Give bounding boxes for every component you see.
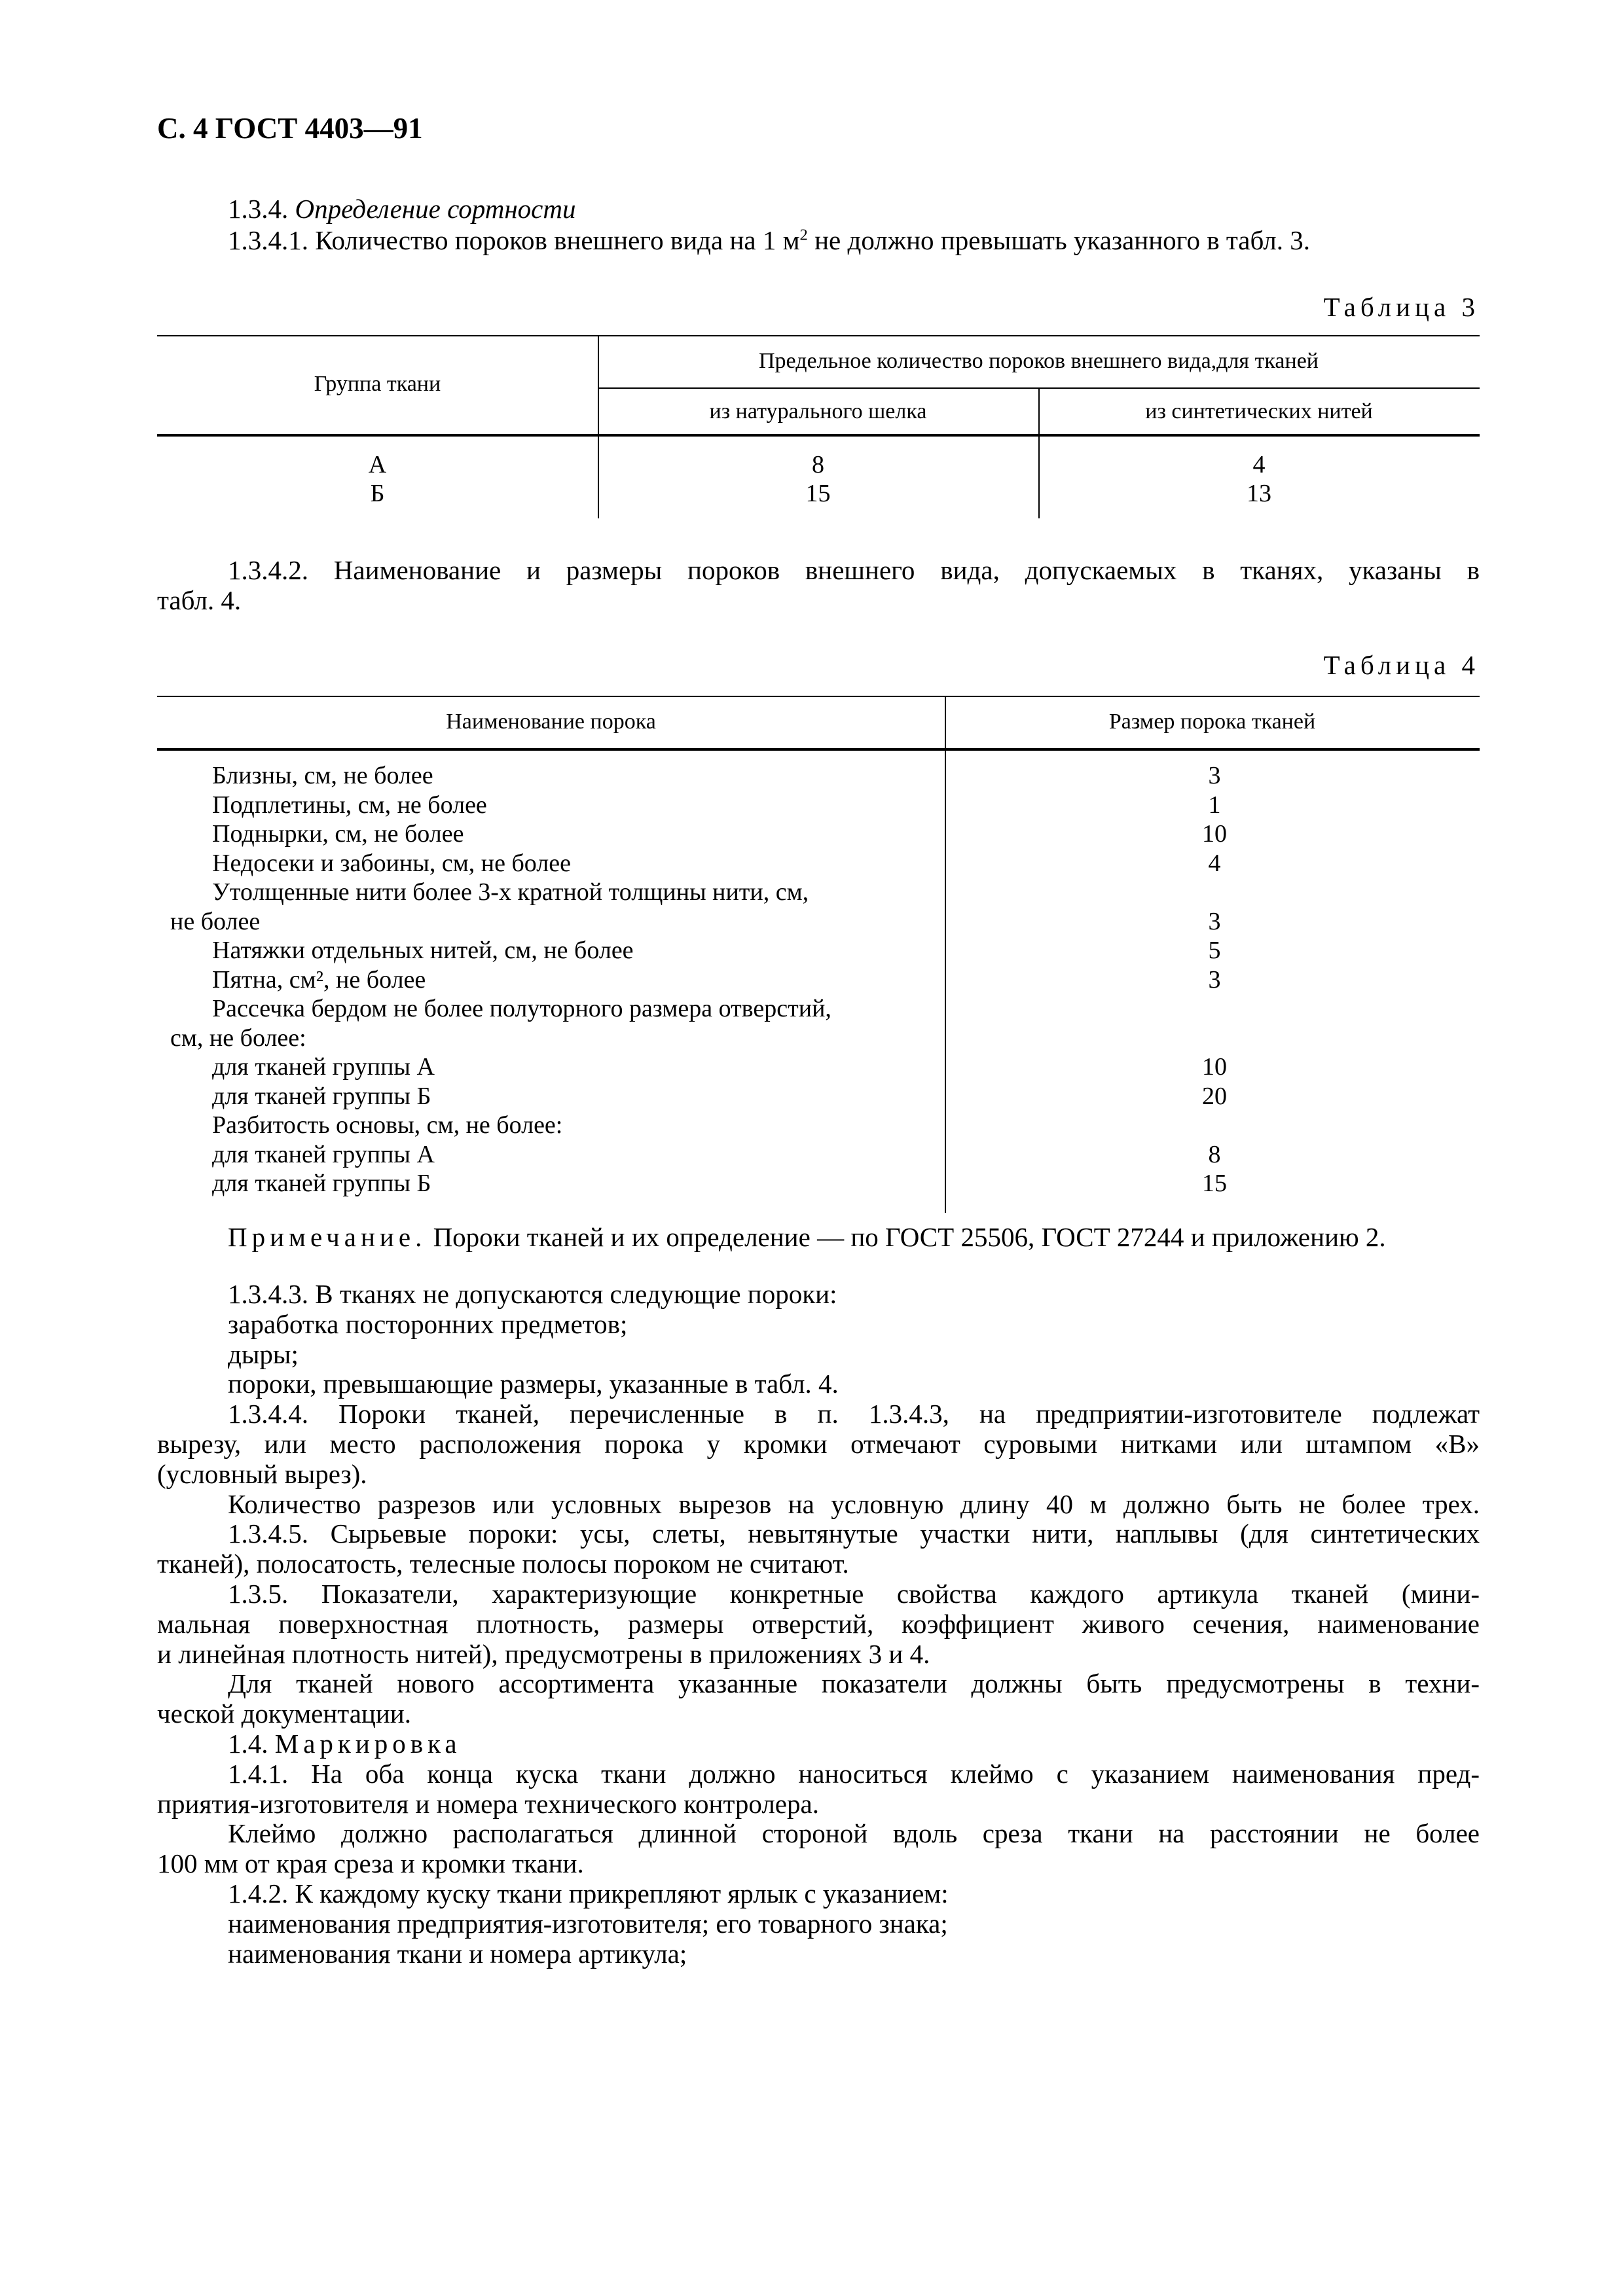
body-line: заработка посторонних предметов; [228, 1308, 628, 1339]
section-1-3-4-2-line2: табл. 4. [157, 585, 242, 615]
table4-defect-name: Близны, см, не более [212, 762, 433, 789]
table4-defect-size: 3 [1208, 762, 1221, 789]
table4-defect-size: 4 [1208, 849, 1221, 877]
table4-defect-name: Подплетины, см, не более [212, 791, 487, 819]
body-line: 1.3.4.3. В тканях не допускаются следующие пороки: [228, 1279, 837, 1309]
body-line: пороки, превышающие размеры, указанные в табл. 4. [228, 1369, 839, 1399]
table3-col-synth: из синтетических нитей [1145, 399, 1373, 423]
table4-defect-name: см, не более: [170, 1024, 306, 1052]
table4-defect-name: для тканей группы А [212, 1053, 435, 1081]
section-1-3-4-2-line1: 1.3.4.2. Наименование и размеры пороков внешнего вида, допускаемых в тканях, указаны в [228, 555, 1480, 585]
note-text: Пороки тканей и их определение — по ГОСТ 25506, ГОСТ 27244 и приложению 2. [426, 1222, 1386, 1252]
table3-header-rule [157, 434, 1480, 437]
body-line: 1.4.1. На оба конца куска ткани должно наноситься клеймо с указанием наименования пред- [228, 1758, 1480, 1789]
table4-note [157, 1222, 1480, 1252]
body-line: Клеймо должно располагаться длинной стороной вдоль среза ткани на расстоянии не более [228, 1818, 1480, 1849]
table3-cell-group: Б [370, 480, 385, 507]
body-line: вырезу, или место расположения порока у кромки отмечают суровыми нитками или штампом «В» [157, 1429, 1480, 1459]
table4-defect-name: Натяжки отдельных нитей, см, не более [212, 937, 634, 964]
table4-header-rule [157, 748, 1480, 751]
table3-cell-synth: 4 [1252, 451, 1266, 478]
table4-caption: Таблица 4 [1323, 650, 1480, 680]
table4-defect-name: для тканей группы Б [212, 1170, 431, 1197]
table4-defect-name: не более [170, 907, 261, 935]
body-line: и линейная плотность нитей), предусмотрены в приложениях 3 и 4. [157, 1638, 930, 1669]
body-line: 100 мм от края среза и кромки ткани. [157, 1848, 584, 1879]
table4-top-rule [157, 696, 1480, 697]
table4-defect-name: Недосеки и забоины, см, не более [212, 849, 571, 877]
table3-col-silk: из натурального шелка [709, 399, 927, 423]
page-header: С. 4 ГОСТ 4403—91 [157, 112, 423, 145]
body-line: ческой документации. [157, 1698, 411, 1729]
section-1-3-4 [157, 194, 1480, 224]
body-line: Для тканей нового ассортимента указанные показатели должны быть предусмотрены в техни- [228, 1668, 1480, 1699]
table4-defect-size: 5 [1208, 937, 1221, 964]
table4-defect-size: 8 [1208, 1140, 1221, 1168]
section-1-3-4-1 [157, 225, 1480, 255]
table4-defect-size: 10 [1202, 820, 1227, 848]
body-line: мальная поверхностная плотность, размеры отверстий, коэффициент живого сечения, наименование [157, 1608, 1480, 1639]
body-line: 1.3.4.5. Сырьевые пороки: усы, слеты, невытянутые участки нити, наплывы (для синтетических [228, 1518, 1480, 1549]
body-line: приятия-изготовителя и номера технического контролера. [157, 1788, 819, 1819]
table3 [157, 335, 1480, 518]
table4-defect-name: Утолщенные нити более 3-х кратной толщины нити, см, [212, 878, 809, 906]
body-line: Количество разрезов или условных вырезов на условную длину 40 м должно быть не более трех. [228, 1488, 1480, 1519]
table4-defect-name: Разбитость основы, см, не более: [212, 1111, 563, 1139]
body-line: наименования предприятия-изготовителя; его товарного знака; [228, 1908, 948, 1939]
table3-top-rule [157, 335, 1480, 336]
table3-cell-group: А [368, 451, 387, 478]
body-line: дыры; [228, 1338, 299, 1369]
body-line: 1.3.5. Показатели, характеризующие конкретные свойства каждого артикула тканей (мини- [228, 1579, 1480, 1609]
body-line: тканей), полосатость, телесные полосы пороком не считают. [157, 1549, 849, 1579]
body-line: наименования ткани и номера артикула; [228, 1938, 687, 1969]
table4-defect-name: для тканей группы Б [212, 1082, 431, 1110]
section-number: 1.3.4. [228, 194, 289, 224]
table4-defect-size: 10 [1202, 1053, 1227, 1081]
table3-col-limit: Предельное количество пороков внешнего вида,для тканей [759, 349, 1319, 373]
table4-defect-size: 3 [1208, 907, 1221, 935]
table4-col-size: Размер порока тканей [1108, 709, 1316, 734]
table4-defect-name: Пятна, см², не более [212, 965, 426, 994]
table4-defect-size: 1 [1208, 791, 1221, 819]
text-part: 1.3.4.1. Количество пороков внешнего вида на 1 м [228, 225, 800, 255]
table4-defect-name: для тканей группы А [212, 1140, 435, 1168]
table4-defect-name: Рассечка бердом не более полуторного размера отверстий, [212, 995, 831, 1022]
table4-defect-size: 15 [1202, 1170, 1227, 1197]
table4-defect-name: Поднырки, см, не более [212, 820, 464, 848]
table4 [157, 696, 1480, 1213]
table4-defect-size: 3 [1208, 965, 1221, 994]
text-part: не должно превышать указанного в табл. 3. [807, 225, 1310, 255]
superscript: 2 [799, 226, 808, 244]
table3-cell-synth: 13 [1247, 480, 1271, 507]
section-title: Маркировка [274, 1729, 462, 1759]
body-line: 1.4.2. К каждому куску ткани прикрепляют ярлык с указанием: [228, 1878, 949, 1909]
section-title: Определение сортности [295, 194, 576, 224]
table3-caption: Таблица 3 [1323, 292, 1480, 322]
section-number: 1.4. [228, 1729, 275, 1759]
table3-cell-silk: 8 [812, 451, 824, 478]
table4-defect-size: 20 [1202, 1082, 1227, 1110]
body-line: (условный вырез). [157, 1458, 367, 1489]
body-line: 1.3.4.4. Пороки тканей, перечисленные в п. 1.3.4.3, на предприятии-изготовителе подлежат [228, 1399, 1480, 1429]
table3-cell-silk: 15 [805, 480, 831, 507]
body-line [157, 1729, 1480, 1759]
table3-col-group: Группа ткани [314, 372, 441, 396]
table4-col-name: Наименование порока [446, 709, 656, 734]
note-label: Примечание. [228, 1222, 427, 1252]
